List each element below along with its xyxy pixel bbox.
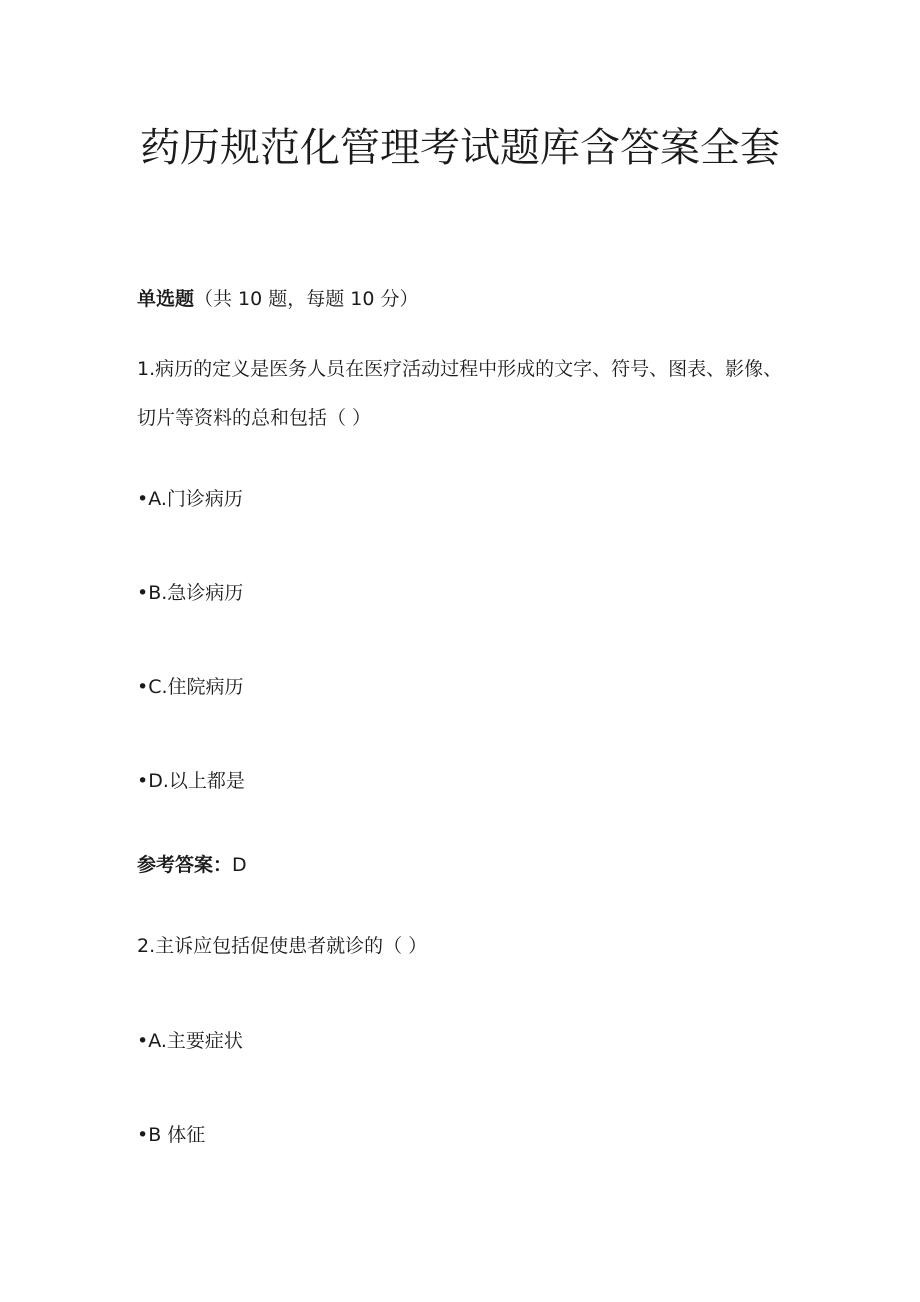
option-b: •B 体征 (137, 1124, 206, 1146)
question-stem: 2.主诉应包括促使患者就诊的（ ） (137, 935, 428, 957)
option-c: •C.住院病历 (137, 676, 244, 698)
answer-label: 参考答案： (137, 854, 233, 876)
section-note: （共 10 题，每题 10 分） (194, 288, 419, 310)
document-title: 药历规范化管理考试题库含答案全套 (140, 125, 780, 171)
answer-value: D (232, 854, 247, 876)
option-a: •A.主要症状 (137, 1030, 243, 1052)
section-label: 单选题 (137, 288, 195, 310)
question-stem: 1.病历的定义是医务人员在医疗活动过程中形成的文字、符号、图表、影像、切片等资料的总和包括（ ） (137, 358, 783, 429)
section-header (137, 286, 419, 312)
option-a: •A.门诊病历 (137, 488, 243, 510)
option-b: •B.急诊病历 (137, 582, 244, 604)
option-d: •D.以上都是 (137, 770, 245, 792)
answer-line (137, 852, 247, 878)
